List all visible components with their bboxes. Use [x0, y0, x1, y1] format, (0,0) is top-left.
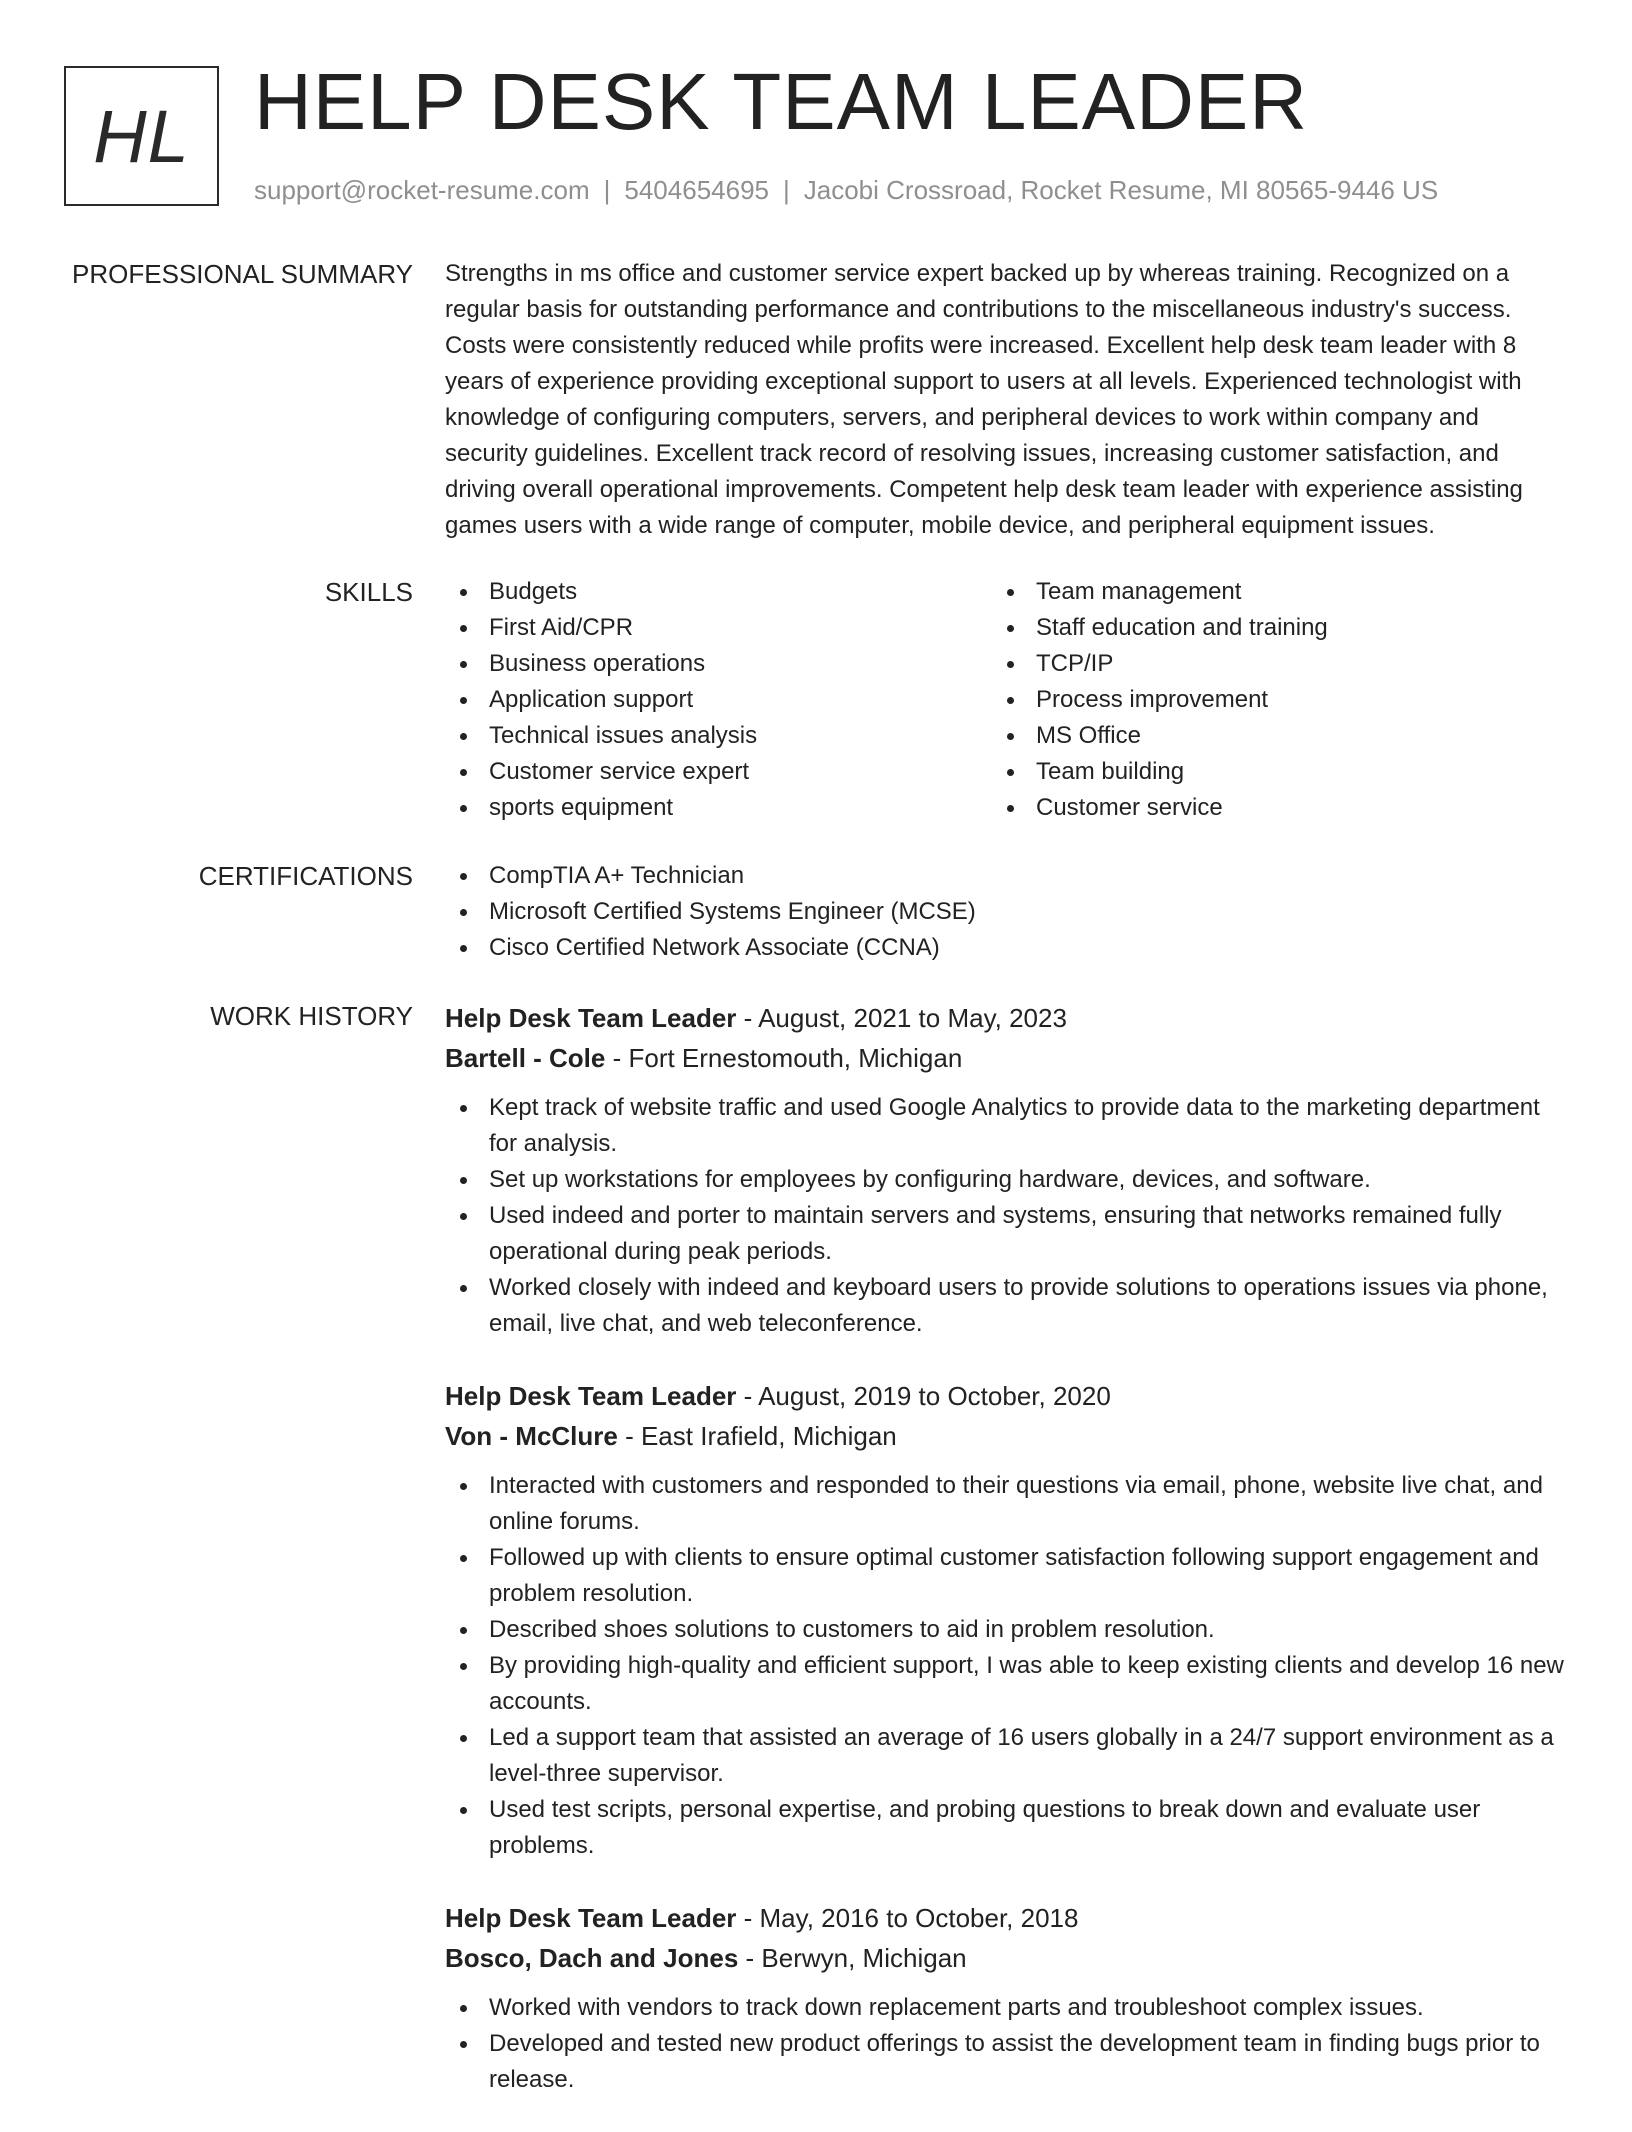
job-location: - Berwyn, Michigan — [738, 1943, 967, 1973]
certification-item: Microsoft Certified Systems Engineer (MCSE) — [445, 894, 1565, 930]
certifications-list — [445, 858, 1565, 966]
job-bullets — [445, 1090, 1565, 1342]
contact-separator: | — [603, 175, 611, 205]
job-location: - East Irafield, Michigan — [617, 1421, 897, 1451]
skill-item: Staff education and training — [992, 610, 1539, 646]
job-title: Help Desk Team Leader — [445, 1003, 737, 1033]
job-bullet: Followed up with clients to ensure optimal customer satisfaction following support engagement and problem resolution. — [445, 1540, 1565, 1612]
section-label-certifications: CERTIFICATIONS — [198, 861, 413, 891]
job-company-line — [445, 1038, 1565, 1078]
job-bullet: Interacted with customers and responded to their questions via email, phone, website live chat, and online forums. — [445, 1468, 1565, 1540]
job-bullet: Used indeed and porter to maintain servers and systems, ensuring that networks remained fully operational during peak periods. — [445, 1198, 1565, 1270]
job-entry — [445, 1376, 1565, 1864]
job-company: Bosco, Dach and Jones — [445, 1943, 739, 1973]
skill-item: MS Office — [992, 718, 1539, 754]
skill-item: Application support — [445, 682, 992, 718]
job-bullet: Kept track of website traffic and used Google Analytics to provide data to the marketing department for analysis. — [445, 1090, 1565, 1162]
summary-body — [445, 256, 1565, 544]
job-title-line — [445, 1898, 1565, 1938]
skill-item: First Aid/CPR — [445, 610, 992, 646]
work-history-body — [445, 998, 1565, 2132]
job-company: Von - McClure — [445, 1421, 618, 1451]
job-bullets — [445, 1468, 1565, 1864]
skill-item: Team management — [992, 574, 1539, 610]
job-dates: - May, 2016 to October, 2018 — [736, 1903, 1079, 1933]
job-bullet: Set up workstations for employees by configuring hardware, devices, and software. — [445, 1162, 1565, 1198]
contact-phone[interactable]: 5404654695 — [624, 175, 769, 205]
skill-item: Customer service expert — [445, 754, 992, 790]
resume-title: HELP DESK TEAM LEADER — [254, 57, 1308, 146]
certification-item: CompTIA A+ Technician — [445, 858, 1565, 894]
skill-item: sports equipment — [445, 790, 992, 826]
skills-list-left — [445, 574, 992, 826]
section-label-summary: PROFESSIONAL SUMMARY — [72, 259, 413, 289]
job-company-line — [445, 1416, 1565, 1456]
certification-item: Cisco Certified Network Associate (CCNA) — [445, 930, 1565, 966]
skill-item: Budgets — [445, 574, 992, 610]
job-bullet: Developed and tested new product offerings to assist the development team in finding bugs prior to release. — [445, 2026, 1565, 2098]
job-title: Help Desk Team Leader — [445, 1903, 737, 1933]
job-bullet: Led a support team that assisted an average of 16 users globally in a 24/7 support environment as a level-three supervisor. — [445, 1720, 1565, 1792]
job-entry — [445, 998, 1565, 1342]
summary-text: Strengths in ms office and customer service expert backed up by whereas training. Recognized on a regular basis for outstanding performance and contributions to the miscellaneous industry's success. Costs were consistently reduced while profits were increased. Excellent help desk team leader with 8 years of experience providing exceptional support to users at all levels. Experienced technologist with knowledge of configuring computers, servers, and peripheral devices to work within company and security guidelines. Excellent track record of resolving issues, increasing customer satisfaction, and driving overall operational improvements. Competent help desk team leader with experience assisting games users with a wide range of computer, mobile device, and peripheral equipment issues. — [445, 260, 1523, 539]
job-location: - Fort Ernestomouth, Michigan — [605, 1043, 963, 1073]
job-title-line — [445, 998, 1565, 1038]
job-company-line — [445, 1938, 1565, 1978]
skill-item: Team building — [992, 754, 1539, 790]
job-bullet: By providing high-quality and efficient support, I was able to keep existing clients and develop 16 new accounts. — [445, 1648, 1565, 1720]
skill-item: TCP/IP — [992, 646, 1539, 682]
skills-list-right — [992, 574, 1539, 826]
contact-address: Jacobi Crossroad, Rocket Resume, MI 80565-9446 US — [803, 175, 1439, 205]
skill-item: Customer service — [992, 790, 1539, 826]
skill-item: Process improvement — [992, 682, 1539, 718]
contact-separator: | — [783, 175, 790, 205]
monogram-logo: HL — [64, 66, 219, 206]
job-dates: - August, 2019 to October, 2020 — [736, 1381, 1111, 1411]
skill-item: Business operations — [445, 646, 992, 682]
job-dates: - August, 2021 to May, 2023 — [736, 1003, 1067, 1033]
certifications-body — [445, 858, 1565, 966]
skill-item: Technical issues analysis — [445, 718, 992, 754]
job-entry — [445, 1898, 1565, 2098]
job-bullet: Worked with vendors to track down replacement parts and troubleshoot complex issues. — [445, 1990, 1565, 2026]
skills-grid — [445, 574, 1565, 826]
job-title-line — [445, 1376, 1565, 1416]
contact-line — [254, 172, 1438, 208]
job-bullets — [445, 1990, 1565, 2098]
job-bullet: Used test scripts, personal expertise, and probing questions to break down and evaluate user problems. — [445, 1792, 1565, 1864]
section-label-skills: SKILLS — [324, 577, 413, 607]
section-label-work-history: WORK HISTORY — [210, 1001, 413, 1031]
job-title: Help Desk Team Leader — [445, 1381, 737, 1411]
contact-email[interactable]: support@rocket-resume.com — [254, 175, 590, 205]
job-bullet: Described shoes solutions to customers to aid in problem resolution. — [445, 1612, 1565, 1648]
job-bullet: Worked closely with indeed and keyboard users to provide solutions to operations issues via phone, email, live chat, and web teleconference. — [445, 1270, 1565, 1342]
job-company: Bartell - Cole — [445, 1043, 606, 1073]
